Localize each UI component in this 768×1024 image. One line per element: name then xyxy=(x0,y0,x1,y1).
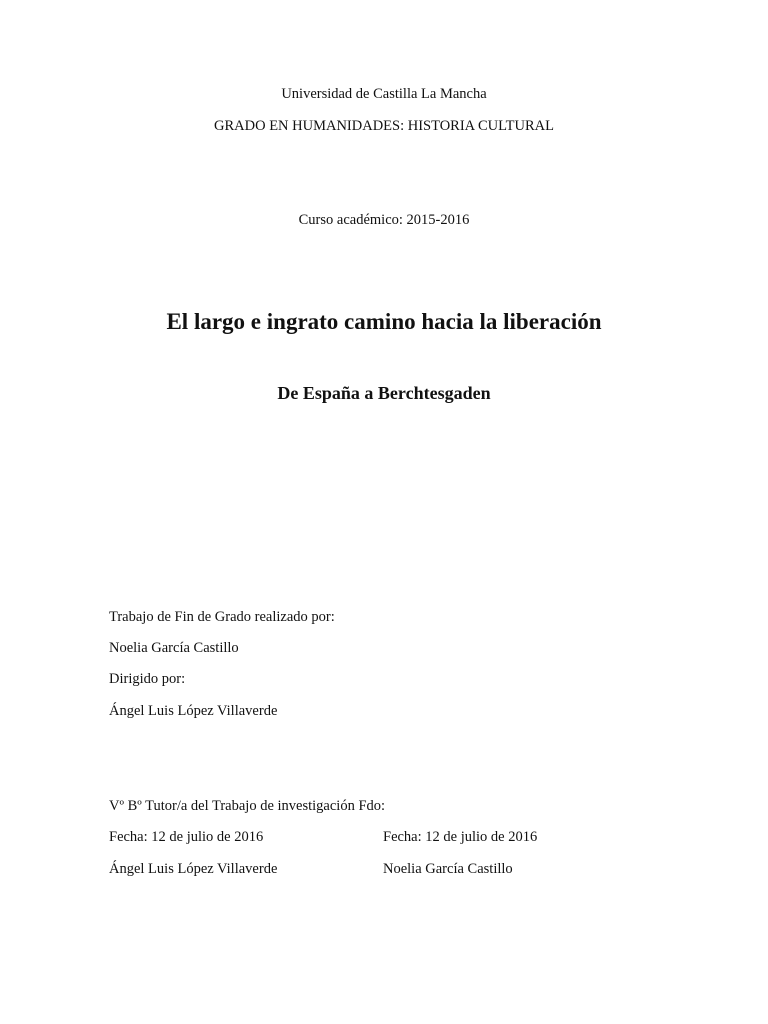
directed-by-label: Dirigido por: xyxy=(109,671,186,687)
document-subtitle: De España a Berchtesgaden xyxy=(277,383,491,403)
done-by-label: Trabajo de Fin de Grado realizado por: xyxy=(109,609,335,625)
document-title: El largo e ingrato camino hacia la liberación xyxy=(166,309,602,334)
tutor-name: Ángel Luis López Villaverde xyxy=(109,861,278,877)
student-date: Fecha: 12 de julio de 2016 xyxy=(383,829,538,845)
director-name: Ángel Luis López Villaverde xyxy=(109,703,278,719)
author-name: Noelia García Castillo xyxy=(109,640,239,656)
student-name: Noelia García Castillo xyxy=(383,861,513,877)
tutor-date: Fecha: 12 de julio de 2016 xyxy=(109,829,264,845)
approval-label: Vº Bº Tutor/a del Trabajo de investigación Fdo: xyxy=(109,798,386,814)
university-name: Universidad de Castilla La Mancha xyxy=(281,86,487,102)
degree-name: GRADO EN HUMANIDADES: HISTORIA CULTURAL xyxy=(214,118,554,134)
academic-year: Curso académico: 2015-2016 xyxy=(298,212,470,228)
